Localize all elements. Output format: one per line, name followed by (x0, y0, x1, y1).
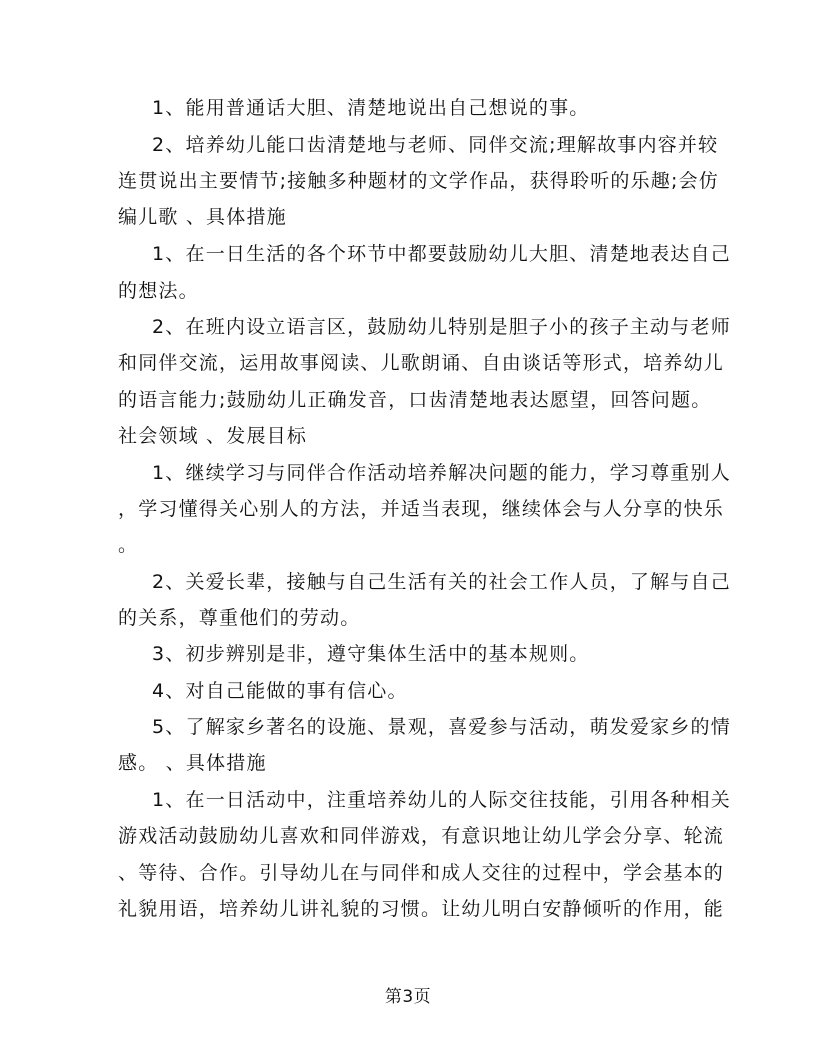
body-text-line: 4、对自己能做的事有信心。 (152, 680, 408, 702)
body-text-line: 1、能用普通话大胆、清楚地说出自己想说的事。 (152, 97, 590, 119)
body-text-line: 5、了解家乡著名的设施、景观，喜爱参与活动，萌发爱家乡的情 (152, 716, 731, 738)
body-text-line: 和同伴交流，运用故事阅读、儿歌朗诵、自由谈话等形式，培养幼儿 (118, 352, 725, 374)
body-text-line: 3、初步辨别是非，遵守集体生活中的基本规则。 (152, 643, 590, 665)
body-text-line: 1、在一日活动中，注重培养幼儿的人际交往技能，引用各种相关 (152, 789, 731, 811)
body-text-line: 1、继续学习与同伴合作活动培养解决问题的能力，学习尊重别人 (152, 462, 731, 484)
body-text-line: 2、在班内设立语言区，鼓励幼儿特别是胆子小的孩子主动与老师 (152, 316, 731, 338)
page-number: 第3页 (384, 987, 432, 1007)
body-text-line: 游戏活动鼓励幼儿喜欢和同伴游戏，有意识地让幼儿学会分享、轮流 (118, 825, 725, 847)
section-heading: 社会领域 、发展目标 (118, 425, 308, 447)
body-text-line: 1、在一日生活的各个环节中都要鼓励幼儿大胆、清楚地表达自己 (152, 243, 731, 265)
body-text-line: 感。 、具体措施 (118, 752, 267, 774)
body-text-line: 连贯说出主要情节;接触多种题材的文学作品，获得聆听的乐趣;会仿 (118, 170, 720, 192)
body-text-line: ，学习懂得关心别人的方法，并适当表现，继续体会与人分享的快乐 (118, 498, 725, 520)
body-text-line: 2、培养幼儿能口齿清楚地与老师、同伴交流;理解故事内容并较 (152, 134, 719, 156)
body-text-line: 、等待、合作。引导幼儿在与同伴和成人交往的过程中，学会基本的 (118, 862, 725, 884)
body-text-line: 的语言能力;鼓励幼儿正确发音，口齿清楚地表达愿望，回答问题。 (118, 389, 712, 411)
body-text-line: 2、关爱长辈，接触与自己生活有关的社会工作人员，了解与自己 (152, 571, 731, 593)
body-text-line: 编儿歌 、具体措施 (118, 206, 287, 228)
body-text-line: 礼貌用语，培养幼儿讲礼貌的习惯。让幼儿明白安静倾听的作用，能 (118, 898, 725, 920)
body-text-line: 的想法。 (118, 280, 199, 302)
body-text-line: 。 (118, 534, 139, 556)
body-text-line: 的关系，尊重他们的劳动。 (118, 607, 361, 629)
